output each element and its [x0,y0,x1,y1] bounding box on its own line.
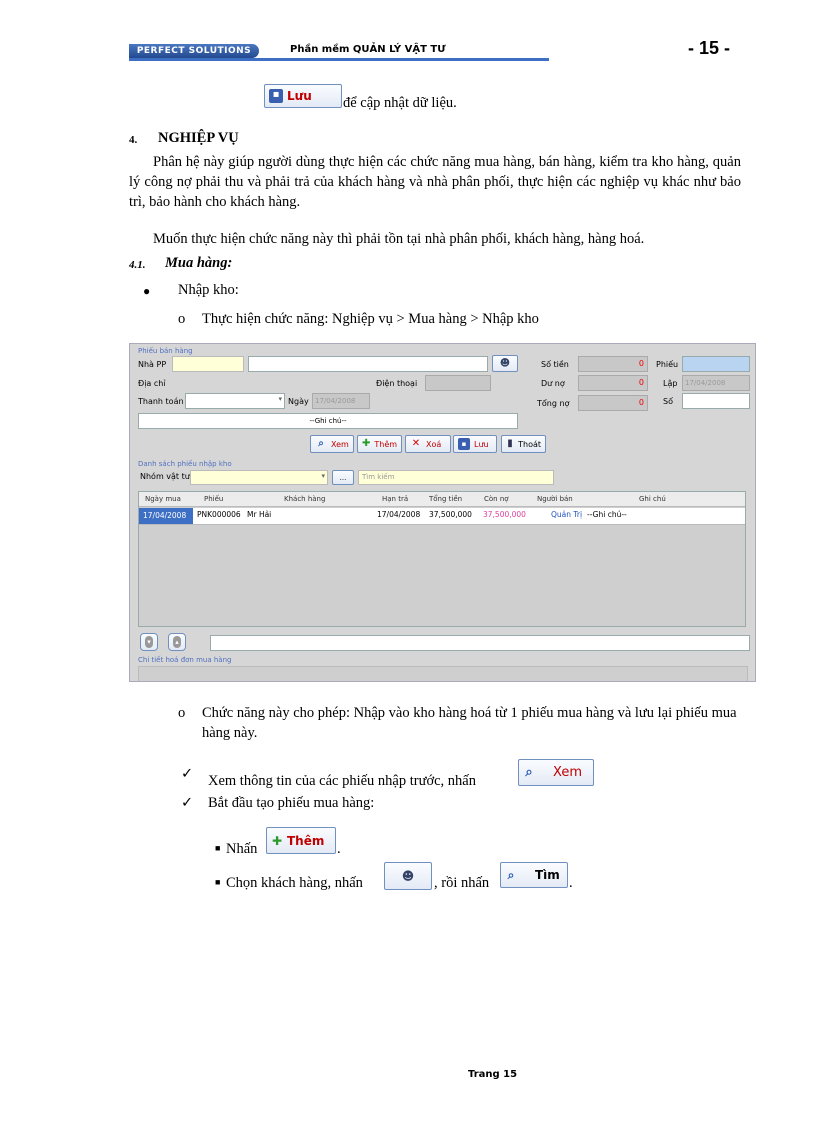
lap-date-input[interactable]: 17/04/2008 [682,375,750,391]
section-paragraph-2: Muốn thực hiện chức năng này thì phải tồn tại nhà phân phối, khách hàng, hàng hoá. [153,231,645,247]
footer-page: Trang 15 [468,1069,518,1080]
section-heading: NGHIỆP VỤ [158,130,239,146]
xem-label: Xem [553,765,582,780]
save-icon: ▪ [458,438,470,450]
chevron-down-icon: ▾ [278,395,282,403]
cell-phieu: PNK000006 [197,510,241,519]
so-input[interactable] [682,393,750,409]
grid-header [139,492,745,507]
checkmark-icon: ✓ [181,795,194,811]
step-1-end: . [337,841,341,857]
date-input[interactable]: 17/04/2008 [312,393,370,409]
col-header: Người bán [537,495,573,503]
subsection-heading: Mua hàng: [165,255,233,271]
label-dia-chi: Địa chỉ [138,379,166,388]
so-tien-value: 0 [578,356,648,372]
cell-due: 17/04/2008 [377,510,421,519]
du-no-value: 0 [578,375,648,391]
step-1-text: Nhấn [226,841,258,857]
chevron-down-icon: ▾ [321,472,325,480]
prev-button[interactable] [140,633,158,651]
magnifier-icon: ⌕ [507,868,515,882]
xem-button[interactable] [310,435,354,453]
cell-customer: Mr Hải [247,510,272,519]
label-du-no: Dư nợ [541,379,565,388]
menu-path-text: Thực hiện chức năng: Nghiệp vụ > Mua hàng > Nhập kho [202,311,539,327]
people-icon: ☻ [499,357,511,369]
thoat-button[interactable] [501,435,546,453]
section-paragraph: Phân hệ này giúp người dùng thực hiện các chức năng mua hàng, bán hàng, kiểm tra kho hàng, quản lý công nợ phải thu và phải trả của khách hàng và nhà phân phối, thực hiện các nghiệp vụ khác như bảo trì, bảo hành cho khách hàng. [129,154,741,210]
tong-no-value: 0 [578,395,648,411]
label-thanh-toan: Thanh toán [138,397,184,406]
plus-icon: ✚ [271,833,283,848]
brand-logo: PERFECT SOLUTIONS [129,44,259,58]
subsection-number: 4.1. [129,259,146,271]
label-tong-no: Tổng nợ [537,399,570,408]
purchase-form-screenshot [129,343,756,682]
step-2-end: . [569,875,573,891]
col-header: Ngày mua [145,495,181,503]
save-icon: ▪ [269,89,283,103]
nhom-vat-tu-select[interactable] [190,470,328,485]
label-ngay: Ngày [288,397,309,406]
luu-button[interactable] [453,435,497,453]
arrow-up-icon: ▴ [173,636,181,648]
col-header: Khách hàng [284,495,326,503]
square-bullet-icon: ■ [215,843,221,853]
cell-remaining: 37,500,000 [483,510,526,519]
bullet-text: Nhập kho: [178,282,239,298]
checkmark-icon: ✓ [181,766,194,782]
xem-label: Xem [331,439,349,449]
cell-seller: Quản Trị [551,510,583,519]
check-item-1: Xem thông tin của các phiếu nhập trước, nhấn [208,773,476,789]
detail-title: Chi tiết hoá đơn mua hàng [138,656,232,664]
them-label: Thêm [287,833,325,848]
cell-total: 37,500,000 [429,510,472,519]
sub-marker-2: o [178,705,186,721]
search-input[interactable]: Tìm kiếm [358,470,554,485]
xoa-button[interactable] [405,435,451,453]
exit-door-icon: ▮ [507,438,513,449]
page-number: - 15 - [688,38,731,58]
select-customer-button[interactable] [492,355,518,372]
luu-button-label: Lưu [287,89,312,103]
detail-input[interactable] [210,635,750,651]
label-so: Số [663,397,673,406]
magnifier-icon: ⌕ [525,764,533,780]
nha-pp-input[interactable] [172,356,244,372]
group-title: Phiếu bán hàng [138,347,193,355]
detail-grid [138,666,748,682]
next-button[interactable] [168,633,186,651]
thoat-label: Thoát [518,439,541,449]
label-so-tien: Số tiền [541,360,569,369]
phieu-input[interactable] [682,356,750,372]
luu-button-image [264,84,342,108]
step-2-mid: , rồi nhấn [434,875,490,891]
select-customer-button-image [384,862,432,890]
section-number: 4. [129,134,138,146]
square-bullet-icon: ■ [215,877,221,887]
check-item-2: Bắt đầu tạo phiếu mua hàng: [208,795,375,811]
step-2-text: Chọn khách hàng, nhấn [226,875,363,891]
intro-text: để cập nhật dữ liệu. [343,95,457,111]
luu-label: Lưu [474,439,489,449]
bullet-dot-icon: ● [143,284,151,298]
sub-marker: o [178,311,186,327]
tim-button-image [500,862,568,888]
people-icon: ☻ [401,869,415,883]
cell-date: 17/04/2008 [139,508,193,524]
payment-select[interactable] [185,393,285,409]
delete-x-icon: ✕ [411,438,421,449]
phone-input[interactable] [425,375,491,391]
xem-button-image [518,759,594,786]
header-rule [129,58,549,61]
col-header: Còn nợ [484,495,509,503]
list-title: Danh sách phiếu nhập kho [138,460,232,468]
arrow-down-icon: ▾ [145,636,153,648]
label-dien-thoai: Điện thoại [376,379,418,388]
them-button-image [266,827,336,854]
cell-note: --Ghi chú-- [587,510,627,519]
xoa-label: Xoá [426,439,442,449]
function-description: Chức năng này cho phép: Nhập vào kho hàng hoá từ 1 phiếu mua hàng và lưu lại phiếu mua hàng này. [202,705,737,741]
nha-pp-name-input[interactable] [248,356,488,372]
tim-label: Tìm [535,868,560,882]
plus-icon: ✚ [362,438,371,449]
col-header: Ghi chú [639,495,666,503]
label-lap: Lập [663,379,678,388]
browse-button[interactable]: ... [332,470,354,485]
them-button[interactable] [357,435,402,453]
col-header: Hạn trả [382,495,409,503]
label-nha-pp: Nhà PP [138,360,167,369]
col-header: Phiếu [204,495,224,503]
label-phieu: Phiếu [656,360,679,369]
note-input[interactable]: --Ghi chú-- [138,413,518,429]
col-header: Tổng tiền [429,495,463,503]
them-label: Thêm [374,439,398,449]
table-row[interactable] [139,508,745,525]
magnifier-icon: ⌕ [318,438,324,449]
document-title: Phần mềm QUẢN LÝ VẬT TƯ [290,44,446,55]
label-nhom-vat-tu: Nhóm vật tư [140,472,190,481]
invoice-grid [138,491,746,627]
